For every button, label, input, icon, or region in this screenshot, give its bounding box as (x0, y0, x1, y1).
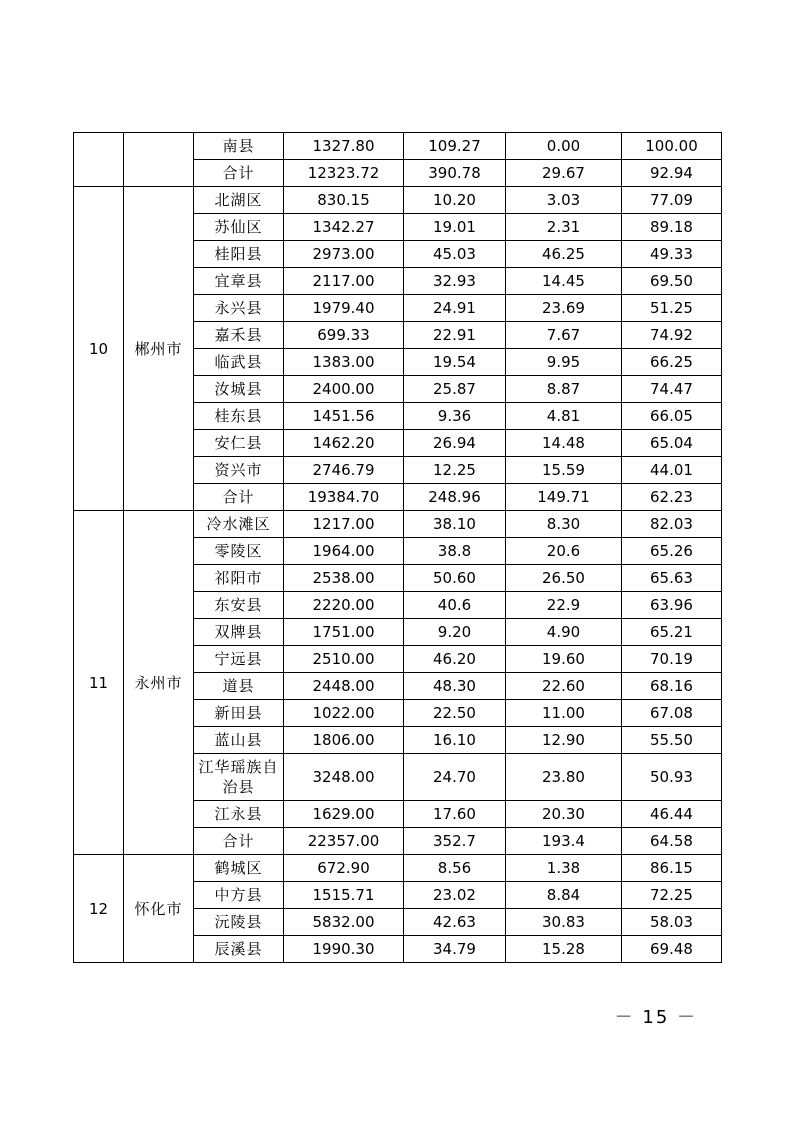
table-body (74, 133, 722, 963)
value-cell: 72.25 (622, 882, 722, 909)
page-number: － 15 － (614, 1007, 697, 1028)
value-cell: 77.09 (622, 187, 722, 214)
value-cell: 22.91 (404, 322, 506, 349)
value-cell: 1964.00 (284, 538, 404, 565)
value-cell: 26.50 (506, 565, 622, 592)
value-cell: 1342.27 (284, 214, 404, 241)
county-cell: 蓝山县 (194, 727, 284, 754)
value-cell: 12323.72 (284, 160, 404, 187)
value-cell: 0.00 (506, 133, 622, 160)
value-cell: 74.92 (622, 322, 722, 349)
county-cell: 合计 (194, 828, 284, 855)
value-cell: 49.33 (622, 241, 722, 268)
value-cell: 23.69 (506, 295, 622, 322)
value-cell: 830.15 (284, 187, 404, 214)
value-cell: 15.28 (506, 936, 622, 963)
value-cell: 51.25 (622, 295, 722, 322)
statistics-table (73, 132, 722, 963)
value-cell: 23.02 (404, 882, 506, 909)
county-cell: 桂阳县 (194, 241, 284, 268)
value-cell: 1217.00 (284, 511, 404, 538)
value-cell: 699.33 (284, 322, 404, 349)
value-cell: 2510.00 (284, 646, 404, 673)
city-cell-empty (124, 133, 194, 187)
value-cell: 58.03 (622, 909, 722, 936)
value-cell: 2117.00 (284, 268, 404, 295)
county-cell: 南县 (194, 133, 284, 160)
index-cell: 11 (74, 511, 124, 855)
value-cell: 2973.00 (284, 241, 404, 268)
value-cell: 100.00 (622, 133, 722, 160)
value-cell: 46.20 (404, 646, 506, 673)
county-cell: 冷水滩区 (194, 511, 284, 538)
county-cell: 辰溪县 (194, 936, 284, 963)
value-cell: 19.54 (404, 349, 506, 376)
city-cell: 怀化市 (124, 855, 194, 963)
value-cell: 149.71 (506, 484, 622, 511)
county-cell: 双牌县 (194, 619, 284, 646)
value-cell: 11.00 (506, 700, 622, 727)
county-cell: 安仁县 (194, 430, 284, 457)
value-cell: 64.58 (622, 828, 722, 855)
county-cell: 东安县 (194, 592, 284, 619)
value-cell: 193.4 (506, 828, 622, 855)
value-cell: 2220.00 (284, 592, 404, 619)
value-cell: 69.48 (622, 936, 722, 963)
city-cell: 郴州市 (124, 187, 194, 511)
index-cell-empty (74, 133, 124, 187)
table-row (74, 511, 722, 538)
value-cell: 12.25 (404, 457, 506, 484)
value-cell: 390.78 (404, 160, 506, 187)
value-cell: 89.18 (622, 214, 722, 241)
county-cell: 江永县 (194, 801, 284, 828)
value-cell: 67.08 (622, 700, 722, 727)
value-cell: 1383.00 (284, 349, 404, 376)
value-cell: 1751.00 (284, 619, 404, 646)
value-cell: 50.93 (622, 754, 722, 801)
value-cell: 23.80 (506, 754, 622, 801)
value-cell: 16.10 (404, 727, 506, 754)
value-cell: 24.70 (404, 754, 506, 801)
county-cell: 沅陵县 (194, 909, 284, 936)
value-cell: 22357.00 (284, 828, 404, 855)
value-cell: 2746.79 (284, 457, 404, 484)
county-cell: 苏仙区 (194, 214, 284, 241)
value-cell: 48.30 (404, 673, 506, 700)
county-cell: 资兴市 (194, 457, 284, 484)
value-cell: 2400.00 (284, 376, 404, 403)
value-cell: 66.05 (622, 403, 722, 430)
value-cell: 50.60 (404, 565, 506, 592)
value-cell: 66.25 (622, 349, 722, 376)
value-cell: 92.94 (622, 160, 722, 187)
value-cell: 65.04 (622, 430, 722, 457)
value-cell: 4.81 (506, 403, 622, 430)
value-cell: 2.31 (506, 214, 622, 241)
value-cell: 30.83 (506, 909, 622, 936)
value-cell: 22.50 (404, 700, 506, 727)
value-cell: 2448.00 (284, 673, 404, 700)
value-cell: 46.25 (506, 241, 622, 268)
value-cell: 8.84 (506, 882, 622, 909)
index-cell: 12 (74, 855, 124, 963)
value-cell: 63.96 (622, 592, 722, 619)
value-cell: 65.26 (622, 538, 722, 565)
value-cell: 8.56 (404, 855, 506, 882)
value-cell: 1451.56 (284, 403, 404, 430)
value-cell: 3.03 (506, 187, 622, 214)
value-cell: 4.90 (506, 619, 622, 646)
county-cell: 中方县 (194, 882, 284, 909)
value-cell: 9.20 (404, 619, 506, 646)
county-cell: 合计 (194, 160, 284, 187)
value-cell: 1462.20 (284, 430, 404, 457)
county-cell: 祁阳市 (194, 565, 284, 592)
county-cell: 新田县 (194, 700, 284, 727)
value-cell: 22.9 (506, 592, 622, 619)
value-cell: 20.30 (506, 801, 622, 828)
value-cell: 65.63 (622, 565, 722, 592)
county-cell: 宁远县 (194, 646, 284, 673)
value-cell: 65.21 (622, 619, 722, 646)
value-cell: 45.03 (404, 241, 506, 268)
county-cell: 嘉禾县 (194, 322, 284, 349)
value-cell: 9.95 (506, 349, 622, 376)
value-cell: 55.50 (622, 727, 722, 754)
value-cell: 1979.40 (284, 295, 404, 322)
value-cell: 24.91 (404, 295, 506, 322)
table-row (74, 133, 722, 160)
value-cell: 9.36 (404, 403, 506, 430)
value-cell: 14.48 (506, 430, 622, 457)
county-cell: 北湖区 (194, 187, 284, 214)
value-cell: 40.6 (404, 592, 506, 619)
value-cell: 352.7 (404, 828, 506, 855)
value-cell: 34.79 (404, 936, 506, 963)
value-cell: 70.19 (622, 646, 722, 673)
county-cell: 汝城县 (194, 376, 284, 403)
county-cell: 永兴县 (194, 295, 284, 322)
value-cell: 10.20 (404, 187, 506, 214)
county-cell: 道县 (194, 673, 284, 700)
value-cell: 38.10 (404, 511, 506, 538)
value-cell: 25.87 (404, 376, 506, 403)
value-cell: 38.8 (404, 538, 506, 565)
value-cell: 15.59 (506, 457, 622, 484)
county-cell: 江华瑶族自治县 (194, 754, 284, 801)
value-cell: 1022.00 (284, 700, 404, 727)
value-cell: 26.94 (404, 430, 506, 457)
value-cell: 672.90 (284, 855, 404, 882)
table-row (74, 855, 722, 882)
value-cell: 44.01 (622, 457, 722, 484)
county-cell: 临武县 (194, 349, 284, 376)
value-cell: 1.38 (506, 855, 622, 882)
value-cell: 74.47 (622, 376, 722, 403)
value-cell: 1629.00 (284, 801, 404, 828)
value-cell: 5832.00 (284, 909, 404, 936)
value-cell: 20.6 (506, 538, 622, 565)
value-cell: 109.27 (404, 133, 506, 160)
value-cell: 8.30 (506, 511, 622, 538)
value-cell: 1327.80 (284, 133, 404, 160)
value-cell: 14.45 (506, 268, 622, 295)
county-cell: 桂东县 (194, 403, 284, 430)
city-cell: 永州市 (124, 511, 194, 855)
value-cell: 29.67 (506, 160, 622, 187)
value-cell: 19384.70 (284, 484, 404, 511)
value-cell: 19.01 (404, 214, 506, 241)
value-cell: 86.15 (622, 855, 722, 882)
value-cell: 82.03 (622, 511, 722, 538)
value-cell: 62.23 (622, 484, 722, 511)
value-cell: 1515.71 (284, 882, 404, 909)
value-cell: 69.50 (622, 268, 722, 295)
county-cell: 鹤城区 (194, 855, 284, 882)
value-cell: 8.87 (506, 376, 622, 403)
value-cell: 22.60 (506, 673, 622, 700)
value-cell: 68.16 (622, 673, 722, 700)
value-cell: 3248.00 (284, 754, 404, 801)
value-cell: 42.63 (404, 909, 506, 936)
value-cell: 46.44 (622, 801, 722, 828)
value-cell: 12.90 (506, 727, 622, 754)
table-row (74, 187, 722, 214)
value-cell: 2538.00 (284, 565, 404, 592)
county-cell: 宜章县 (194, 268, 284, 295)
value-cell: 1990.30 (284, 936, 404, 963)
county-cell: 合计 (194, 484, 284, 511)
value-cell: 248.96 (404, 484, 506, 511)
value-cell: 7.67 (506, 322, 622, 349)
value-cell: 17.60 (404, 801, 506, 828)
value-cell: 32.93 (404, 268, 506, 295)
county-cell: 零陵区 (194, 538, 284, 565)
index-cell: 10 (74, 187, 124, 511)
value-cell: 19.60 (506, 646, 622, 673)
value-cell: 1806.00 (284, 727, 404, 754)
